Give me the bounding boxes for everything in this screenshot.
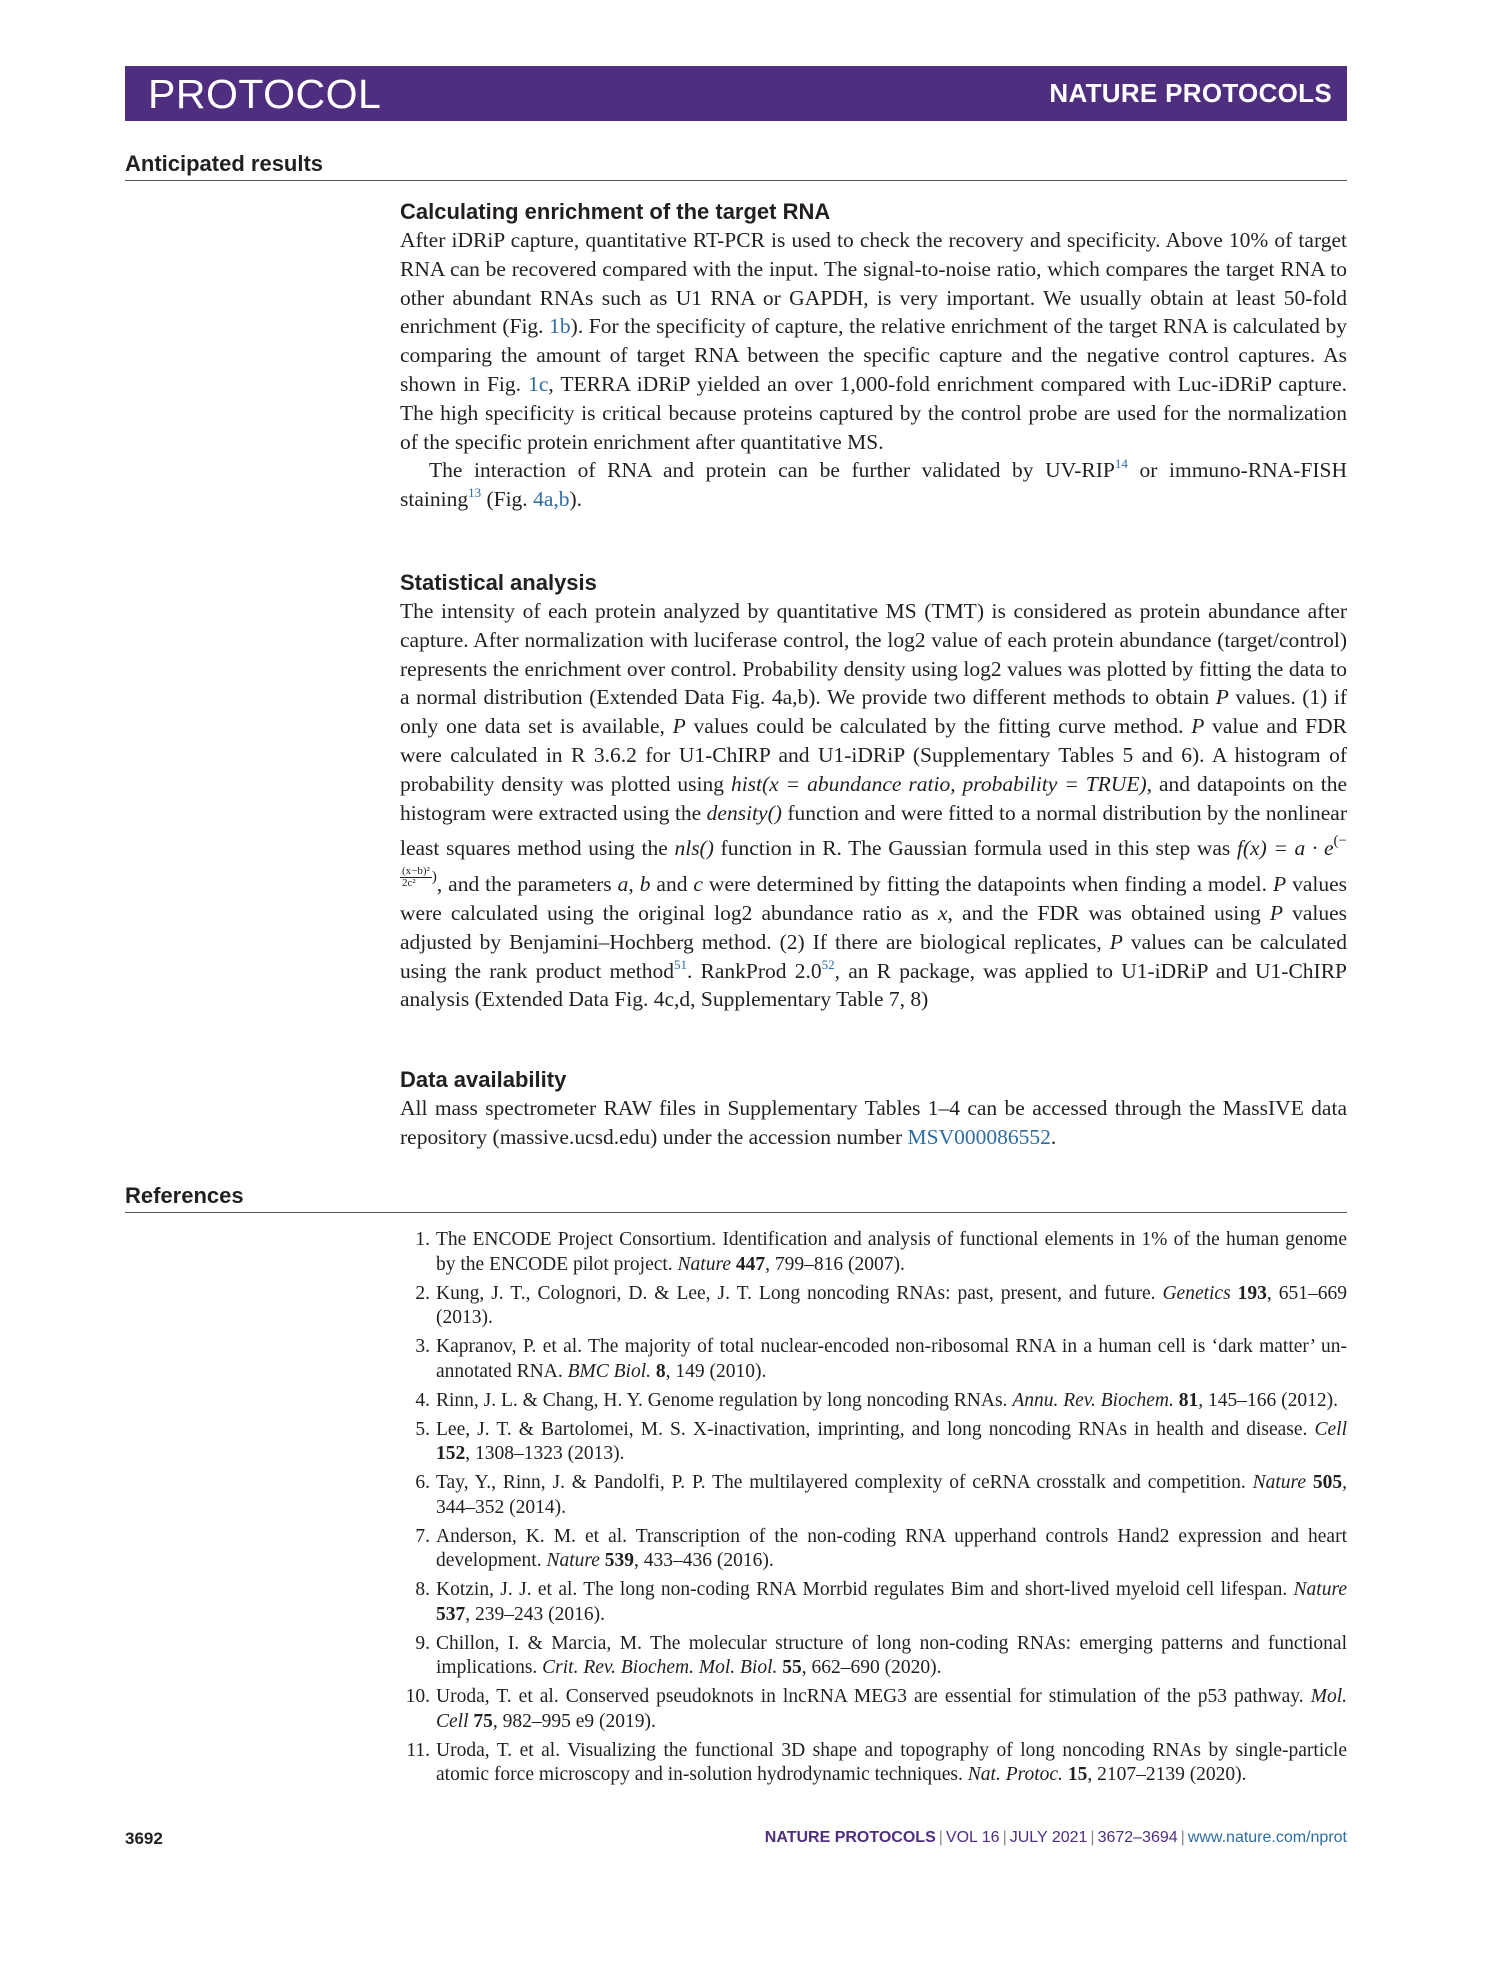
enrichment-paragraph-1: After iDRiP capture, quantitative RT-PCR is used to check the recovery and specificity. Above 10% of target RNA can be recovered compared with the input. The signal-to-noise ratio, which compares the target RNA to other abundant RNAs such as U1 RNA or GAPDH, is very important. We usually obtain at least 50-fold enrichment (Fig. 1b). For the specificity of capture, the relative enrichment of the target RNA is calculated by comparing the amount of target RNA between the specific capture and the negative control captures. As shown in Fig. 1c, TERRA iDRiP yielded an over 1,000-fold enrichment compared with Luc-iDRiP capture. The high specificity is critical because proteins captured by the control probe are used for the normalization of the specific protein enrichment after quantitative MS. xyxy=(400,228,1347,454)
page-number: 3692 xyxy=(125,1829,163,1848)
gaussian-formula: $f(x) = a \cdot e^{(- \frac{\text{(x−b)²}}{\text{2c²}} )}$ xyxy=(402,833,1347,890)
accession-link[interactable]: MSV000086552 xyxy=(907,1124,1051,1149)
reference-item: 9. Chillon, I. & Marcia, M. The molecular structure of long non-coding RNAs: emerging patterns and functional implications. Crit. Rev. Biochem. Mol. Biol. 55, 662–690 (2020). xyxy=(415,1632,1347,1678)
section-label: PROTOCOL xyxy=(148,71,382,117)
statistical-title: Statistical analysis xyxy=(400,570,597,595)
statistical-section xyxy=(400,569,1347,1014)
journal-url-link[interactable]: www.nature.com/nprot xyxy=(1187,1829,1347,1846)
fig-1b-link[interactable]: 1b xyxy=(549,314,571,339)
reference-item: 10. Uroda, T. et al. Conserved pseudoknots in lncRNA MEG3 are essential for stimulation of the p53 pathway. Mol. Cell 75, 982–995 e9 (2019). xyxy=(405,1686,1347,1732)
enrichment-paragraph-2: The interaction of RNA and protein can be further validated by UV-RIP$^{14}$ or immuno-RNA-FISH staining$^{13}$ (Fig. 4a,b). xyxy=(400,456,1347,512)
anticipated-results-heading: Anticipated results xyxy=(125,150,1347,181)
reference-item: 6. Tay, Y., Rinn, J. & Pandolfi, P. P. The multilayered complexity of ceRNA crosstalk and competition. Nature 505, 344–352 (2014). xyxy=(415,1472,1348,1518)
reference-item: 1. The ENCODE Project Consortium. Identification and analysis of functional elements in 1% of the human genome by the ENCODE pilot project. Nature 447, 799–816 (2007). xyxy=(415,1229,1347,1275)
reference-list xyxy=(400,1228,1347,1792)
ref-51-link[interactable]: 51 xyxy=(673,956,687,972)
availability-section xyxy=(400,1066,1347,1152)
availability-title: Data availability xyxy=(400,1067,567,1092)
reference-item: 4. Rinn, J. L. & Chang, H. Y. Genome regulation by long noncoding RNAs. Annu. Rev. Biochem. 81, 145–166 (2012). xyxy=(415,1389,1338,1411)
journal-name: NATURE PROTOCOLS xyxy=(1049,78,1332,108)
fig-1c-link[interactable]: 1c xyxy=(528,371,549,396)
enrichment-section xyxy=(400,198,1347,514)
ref-13-link[interactable]: 13 xyxy=(468,485,482,501)
reference-item: 8. Kotzin, J. J. et al. The long non-coding RNA Morrbid regulates Bim and short-lived myeloid cell lifespan. Nature 537, 239–243 (2016). xyxy=(415,1579,1347,1625)
reference-item: 7. Anderson, K. M. et al. Transcription of the non-coding RNA upperhand controls Hand2 expression and heart development. Nature 539, 433–436 (2016). xyxy=(415,1525,1347,1571)
availability-paragraph: All mass spectrometer RAW files in Supplementary Tables 1–4 can be accessed through the MassIVE data repository (massive.ucsd.edu) under the accession number MSV000086552. xyxy=(400,1096,1347,1149)
ref-52-link[interactable]: 52 xyxy=(821,956,835,972)
references-heading: References xyxy=(125,1182,1347,1213)
ref-14-link[interactable]: 14 xyxy=(1114,456,1128,472)
statistical-paragraph: The intensity of each protein analyzed by quantitative MS (TMT) is considered as protein abundance after capture. After normalization with luciferase control, the log2 value of each protein abundance (target/control) represents the enrichment over control. Probability density using log2 values was plotted by fitting the data to a normal distribution (Extended Data Fig. 4a,b). We provide two different methods to obtain P values. (1) if only one data set is available, P values could be calculated by the fitting curve method. P value and FDR were calculated in R 3.6.2 for U1-ChIRP and U1-iDRiP (Supplementary Tables 5 and 6). A histogram of probability density was plotted using hist(x = abundance ratio, probability = TRUE), and datapoints on the histogram were extracted using the density() function and were fitted to a normal distribution by the nonlinear least squares method using the nls() function in R. The Gaussian formula used in this step was $f(x) = a \cdot e^{(- \frac{\text{(x−b)²}}{\text{2c²}} )}$, and the parameters a, b and c were determined by fitting the datapoints when finding a model. P values were calculated using the original log2 abundance ratio as x, and the FDR was obtained using P values adjusted by Benjamini–Hochberg method. (2) If there are biological replicates, P values can be calculated using the rank product method$^{51}$. RankProd $2.0^{52}$, an R package, was applied to U1-iDRiP and U1-ChIRP analysis (Extended Data Fig. 4c,d, Supplementary Table 7, 8) xyxy=(400,599,1348,1012)
reference-item: 11. Uroda, T. et al. Visualizing the functional 3D shape and topography of long noncoding RNAs by single-particle atomic force microscopy and in-solution hydrodynamic techniques. Nat. Protoc. 15, 2107–2139 (2020). xyxy=(406,1739,1347,1785)
journal-header-bar xyxy=(125,66,1347,121)
reference-item: 2. Kung, J. T., Colognori, D. & Lee, J. T. Long noncoding RNAs: past, present, and future. Genetics 193, 651–669 (2013). xyxy=(415,1282,1348,1328)
footer-citation: NATURE PROTOCOLS | VOL 16 | JULY 2021 | 3672–3694 | www.nature.com/nprot xyxy=(764,1829,1347,1846)
reference-item: 5. Lee, J. T. & Bartolomei, M. S. X-inactivation, imprinting, and long noncoding RNAs in health and disease. Cell 152, 1308–1323 (2013). xyxy=(415,1418,1347,1464)
fig-4ab-link[interactable]: 4a,b xyxy=(533,487,570,512)
enrichment-title: Calculating enrichment of the target RNA xyxy=(400,199,831,224)
reference-item: 3. Kapranov, P. et al. The majority of total nuclear-encoded non-ribosomal RNA in a human cell is ‘dark matter’ un-annotated RNA. BMC Biol. 8, 149 (2010). xyxy=(415,1336,1347,1382)
